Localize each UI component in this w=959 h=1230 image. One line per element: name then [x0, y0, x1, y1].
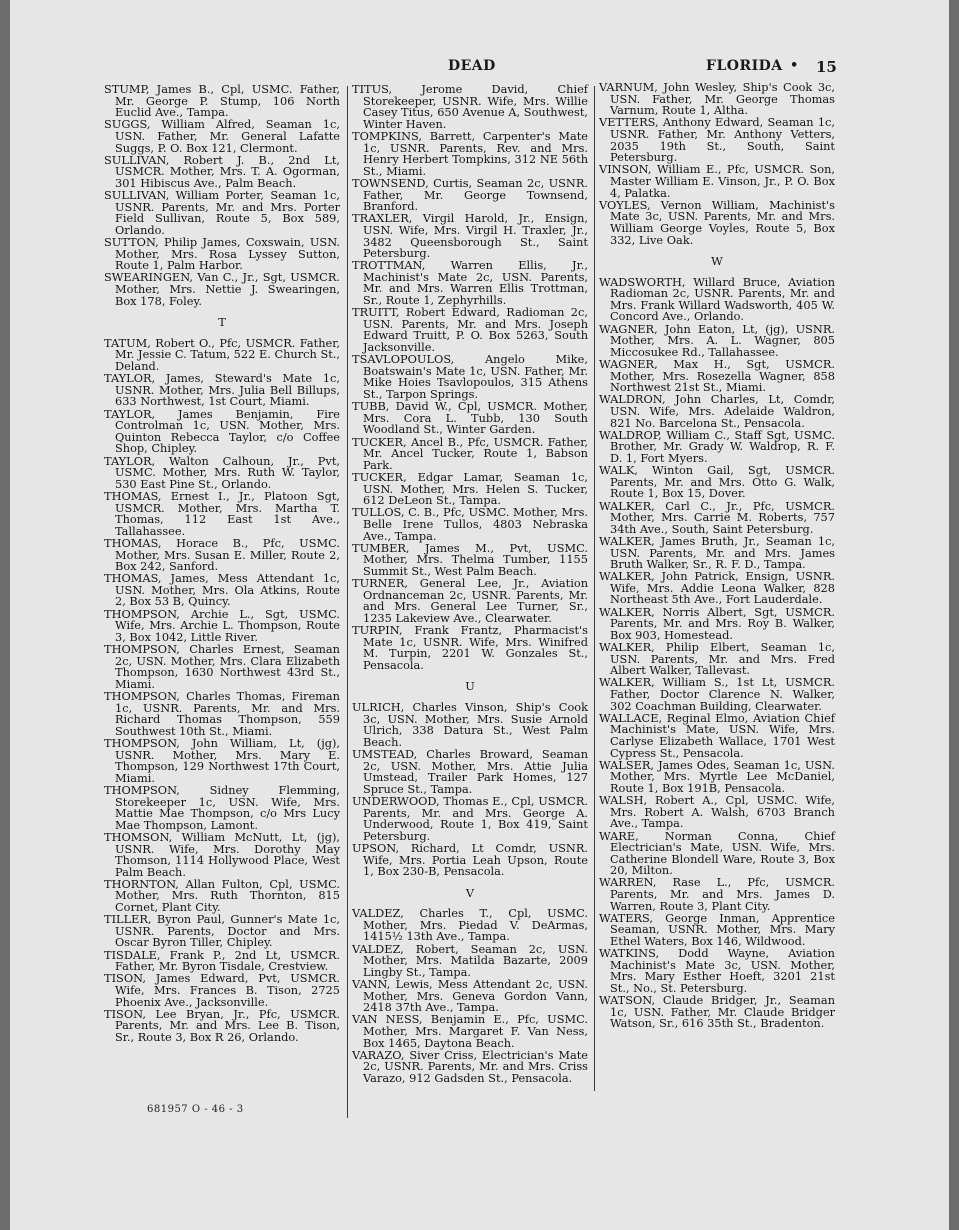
casualty-entry: SULLIVAN, William Porter, Seaman 1c, USNR. Parents, Mr. and Mrs. Porter Field Sullivan, Route 5, Box 589, Orlando.: [104, 188, 340, 237]
casualty-entry: VOYLES, Vernon William, Machinist's Mate 3c, USN. Parents, Mr. and Mrs. William George Voyles, Route 5, Box 332, Live Oak.: [599, 197, 835, 247]
casualty-entry: THORNTON, Allan Fulton, Cpl, USMC. Mother, Mrs. Ruth Thornton, 815 Cornet, Plant City.: [104, 876, 340, 915]
casualty-entry: WATERS, George Inman, Apprentice Seaman, USNR. Mother, Mrs. Mary Ethel Waters, Box 146, Wildwood.: [599, 910, 835, 949]
casualty-entry: TSAVLOPOULOS, Angelo Mike, Boatswain's Mate 1c, USN. Father, Mr. Mike Hoies Tsavlopoulos, 315 Athens St., Tarpon Springs.: [352, 352, 588, 401]
casualty-entry: TATUM, Robert O., Pfc, USMCR. Father, Mr. Jessie C. Tatum, 522 E. Church St., Deland.: [104, 335, 340, 374]
casualty-entry: UPSON, Richard, Lt Comdr, USNR. Wife, Mrs. Portia Leah Upson, Route 1, Box 230-B, Pensacola.: [352, 840, 588, 879]
casualty-entry: WAGNER, Max H., Sgt, USMCR. Mother, Mrs. Rosezella Wagner, 858 Northwest 21st St., Miami.: [599, 357, 835, 395]
casualty-entry: THOMSON, William McNutt, Lt, (jg), USNR. Wife, Mrs. Dorothy May Thomson, 1114 Hollywood Place, West Palm Beach.: [104, 829, 340, 879]
column-divider: [347, 86, 348, 1118]
page-header: [10, 58, 949, 78]
casualty-entry: THOMPSON, Charles Ernest, Seaman 2c, USN. Mother, Mrs. Clara Elizabeth Thompson, 1630 Northwest 43rd St., Miami.: [104, 642, 340, 691]
casualty-entry: THOMAS, Ernest I., Jr., Platoon Sgt, USMCR. Mother, Mrs. Martha T. Thomas, 112 East 1st Ave., Tallahassee.: [104, 488, 340, 538]
casualty-entry: TISON, Lee Bryan, Jr., Pfc, USMCR. Parents, Mr. and Mrs. Lee B. Tison, Sr., Route 3, Box R 26, Orlando.: [104, 1006, 340, 1044]
casualty-entry: TITUS, Jerome David, Chief Storekeeper, USNR. Wife, Mrs. Willie Casey Titus, 650 Avenue A, Southwest, Winter Haven.: [352, 82, 588, 131]
casualty-entry: TAYLOR, James Benjamin, Fire Controlman 1c, USN. Mother, Mrs. Quinton Rebecca Taylor, c/o Coffee Shop, Chipley.: [104, 406, 340, 456]
casualty-entry: TILLER, Byron Paul, Gunner's Mate 1c, USNR. Parents, Doctor and Mrs. Oscar Byron Tiller, Chipley.: [104, 912, 340, 950]
casualty-entry: VAN NESS, Benjamin E., Pfc, USMC. Mother, Mrs. Margaret F. Van Ness, Box 1465, Daytona Beach.: [352, 1012, 588, 1050]
casualty-entry: VINSON, William E., Pfc, USMCR. Son, Master William E. Vinson, Jr., P. O. Box 4, Palatka.: [599, 162, 835, 200]
casualty-entry: THOMAS, Horace B., Pfc, USMC. Mother, Mrs. Susan E. Miller, Route 2, Box 242, Sanford.: [104, 535, 340, 574]
casualty-entry: TRUITT, Robert Edward, Radioman 2c, USN. Parents, Mr. and Mrs. Joseph Edward Truitt, P. O. Box 5263, South Jacksonville.: [352, 305, 588, 355]
casualty-entry: WALKER, John Patrick, Ensign, USNR. Wife, Mrs. Addie Leona Walker, 828 Northeast 5th Ave., Fort Lauderdale.: [599, 569, 835, 607]
section-letter: V: [465, 885, 475, 900]
casualty-entry: WALDROP, William C., Staff Sgt, USMC. Brother, Mr. Grady W. Waldrop, R. F. D. 1, Fort Myers.: [599, 427, 835, 465]
casualty-entry: WATSON, Claude Bridger, Jr., Seaman 1c, USN. Father, Mr. Claude Bridger Watson, Sr., 616 35th St., Bradenton.: [599, 993, 835, 1031]
casualty-entry: STUMP, James B., Cpl, USMC. Father, Mr. George P. Stump, 106 North Euclid Ave., Tampa.: [104, 82, 340, 120]
casualty-entry: THOMPSON, John William, Lt, (jg), USNR. Mother, Mrs. Mary E. Thompson, 129 Northwest 17th Court, Miami.: [104, 735, 340, 785]
state-name: FLORIDA: [706, 58, 783, 74]
casualty-entry: SWEARINGEN, Van C., Jr., Sgt, USMCR. Mother, Mrs. Nettie J. Swearingen, Box 178, Foley.: [104, 270, 340, 308]
casualty-entry: WALLACE, Reginal Elmo, Aviation Chief Machinist's Mate, USN. Wife, Mrs. Carlyse Elizabeth Wallace, 1701 West Cypress St., Pensacola.: [599, 710, 835, 760]
column-3: [599, 82, 835, 1031]
casualty-entry: WADSWORTH, Willard Bruce, Aviation Radioman 2c, USNR. Parents, Mr. and Mrs. Frank Willard Wadsworth, 405 W. Concord Ave., Orlando.: [599, 274, 835, 324]
column-divider: [594, 86, 595, 1091]
casualty-entry: WALKER, Philip Elbert, Seaman 1c, USN. Parents, Mr. and Mrs. Fred Albert Walker, Tallevast.: [599, 640, 835, 678]
casualty-entry: TROTTMAN, Warren Ellis, Jr., Machinist's Mate 2c, USN. Parents, Mr. and Mrs. Warren Ellis Trottman, Sr., Route 1, Zephyrhills.: [352, 258, 588, 308]
section-letter: U: [465, 679, 475, 694]
casualty-entry: VARNUM, John Wesley, Ship's Cook 3c, USN. Father, Mr. George Thomas Varnum, Route 1, Altha.: [599, 80, 835, 118]
page-number: 15: [816, 58, 837, 76]
casualty-entry: TUCKER, Ancel B., Pfc, USMCR. Father, Mr. Ancel Tucker, Route 1, Babson Park.: [352, 434, 588, 472]
casualty-entry: VETTERS, Anthony Edward, Seaman 1c, USNR. Father, Mr. Anthony Vetters, 2035 19th St., South, Saint Petersburg.: [599, 115, 835, 165]
casualty-entry: UNDERWOOD, Thomas E., Cpl, USMCR. Parents, Mr. and Mrs. George A. Underwood, Route 1, Box 419, Saint Petersburg.: [352, 793, 588, 843]
casualty-entry: WALKER, James Bruth, Jr., Seaman 1c, USN. Parents, Mr. and Mrs. James Bruth Walker, Sr., R. F. D., Tampa.: [599, 533, 835, 572]
casualty-entry: VALDEZ, Charles T., Cpl, USMC. Mother, Mrs. Piedad V. DeArmas, 1415½ 13th Ave., Tampa.: [352, 906, 588, 944]
column-1: [104, 84, 340, 1044]
section-letter: T: [218, 315, 226, 330]
print-code: 681957 O - 46 - 3: [147, 1104, 244, 1115]
document-page: [10, 0, 949, 1230]
casualty-entry: TOWNSEND, Curtis, Seaman 2c, USNR. Father, Mr. George Townsend, Branford.: [352, 175, 588, 214]
casualty-entry: TUMBER, James M., Pvt, USMC. Mother, Mrs. Thelma Tumber, 1155 Summit St., West Palm Beach.: [352, 540, 588, 578]
casualty-entry: THOMPSON, Charles Thomas, Fireman 1c, USNR. Parents, Mr. and Mrs. Richard Thomas Thompson, 559 Southwest 10th St., Miami.: [104, 689, 340, 738]
casualty-entry: WAGNER, John Eaton, Lt, (jg), USNR. Mother, Mrs. A. L. Wagner, 805 Miccosukee Rd., Tallahassee.: [599, 321, 835, 359]
casualty-entry: TRAXLER, Virgil Harold, Jr., Ensign, USN. Wife, Mrs. Virgil H. Traxler, Jr., 3482 Queensborough St., Saint Petersburg.: [352, 211, 588, 261]
casualty-entry: VANN, Lewis, Mess Attendant 2c, USN. Mother, Mrs. Geneva Gordon Vann, 2418 37th Ave., Tampa.: [352, 977, 588, 1015]
casualty-entry: THOMPSON, Archie L., Sgt, USMC. Wife, Mrs. Archie L. Thompson, Route 3, Box 1042, Little River.: [104, 606, 340, 644]
casualty-entry: WARE, Norman Conna, Chief Electrician's Mate, USN. Wife, Mrs. Catherine Blondell Ware, Route 3, Box 20, Milton.: [599, 828, 835, 878]
casualty-entry: WALSH, Robert A., Cpl, USMC. Wife, Mrs. Robert A. Walsh, 6703 Branch Ave., Tampa.: [599, 793, 835, 831]
casualty-entry: SUGGS, William Alfred, Seaman 1c, USN. Father, Mr. General Lafatte Suggs, P. O. Box 121, Clermont.: [104, 117, 340, 155]
casualty-entry: TAYLOR, James, Steward's Mate 1c, USNR. Mother, Mrs. Julia Bell Billups, 633 Northwest, 1st Court, Miami.: [104, 371, 340, 409]
casualty-entry: WATKINS, Dodd Wayne, Aviation Machinist's Mate 3c, USN. Mother, Mrs. Mary Esther Hoeft, 3201 21st St., No., St. Petersburg.: [599, 946, 835, 995]
casualty-entry: TURNER, General Lee, Jr., Aviation Ordnanceman 2c, USNR. Parents, Mr. and Mrs. General Lee Turner, Sr., 1235 Lakeview Ave., Clearwater.: [352, 576, 588, 625]
casualty-entry: UMSTEAD, Charles Broward, Seaman 2c, USN. Mother, Mrs. Attie Julia Umstead, Trailer Park Homes, 127 Spruce St., Tampa.: [352, 746, 588, 796]
casualty-entry: TISDALE, Frank P., 2nd Lt, USMCR. Father, Mr. Byron Tisdale, Crestview.: [104, 947, 340, 974]
casualty-entry: TAYLOR, Walton Calhoun, Jr., Pvt, USMC. Mother, Mrs. Ruth W. Taylor, 530 East Pine St., Orlando.: [104, 453, 340, 491]
casualty-entry: WALK, Winton Gail, Sgt, USMCR. Parents, Mr. and Mrs. Otto G. Walk, Route 1, Box 15, Dover.: [599, 463, 835, 501]
casualty-entry: SULLIVAN, Robert J. B., 2nd Lt, USMCR. Mother, Mrs. T. A. Ogorman, 301 Hibiscus Ave., Palm Beach.: [104, 152, 340, 190]
casualty-entry: TURPIN, Frank Frantz, Pharmacist's Mate 1c, USNR. Wife, Mrs. Winifred M. Turpin, 2201 W. Gonzales St., Pensacola.: [352, 623, 588, 672]
casualty-entry: SUTTON, Philip James, Coxswain, USN. Mother, Mrs. Rosa Lyssey Sutton, Route 1, Palm Harbor.: [104, 235, 340, 273]
section-title: DEAD: [448, 58, 496, 74]
casualty-entry: TULLOS, C. B., Pfc, USMC. Mother, Mrs. Belle Irene Tullos, 4803 Nebraska Ave., Tampa.: [352, 505, 588, 543]
section-letter: W: [711, 254, 723, 269]
casualty-entry: ULRICH, Charles Vinson, Ship's Cook 3c, USN. Mother, Mrs. Susie Arnold Ulrich, 338 Datura St., West Palm Beach.: [352, 700, 588, 749]
casualty-entry: TISON, James Edward, Pvt, USMCR. Wife, Mrs. Frances B. Tison, 2725 Phoenix Ave., Jacksonville.: [104, 971, 340, 1009]
casualty-entry: TOMPKINS, Barrett, Carpenter's Mate 1c, USNR. Parents, Rev. and Mrs. Henry Herbert Tompkins, 312 NE 56th St., Miami.: [352, 128, 588, 178]
column-2: [352, 84, 588, 1085]
casualty-entry: TUBB, David W., Cpl, USMCR. Mother, Mrs. Cora L. Tubb, 130 South Woodland St., Winter Garden.: [352, 399, 588, 437]
casualty-entry: THOMAS, James, Mess Attendant 1c, USN. Mother, Mrs. Ola Atkins, Route 2, Box 53 B, Quincy.: [104, 571, 340, 609]
casualty-entry: THOMPSON, Sidney Flemming, Storekeeper 1c, USN. Wife, Mrs. Mattie Mae Thompson, c/o Mrs Lucy Mae Thompson, Lamont.: [104, 782, 340, 832]
casualty-entry: WALSER, James Odes, Seaman 1c, USN. Mother, Mrs. Myrtle Lee McDaniel, Route 1, Box 191B, Pensacola.: [599, 757, 835, 795]
casualty-entry: WALDRON, John Charles, Lt, Comdr, USN. Wife, Mrs. Adelaide Waldron, 821 No. Barcelona St., Pensacola.: [599, 392, 835, 430]
casualty-entry: WALKER, Carl C., Jr., Pfc, USMCR. Mother, Mrs. Carrie M. Roberts, 757 34th Ave., South, Saint Petersburg.: [599, 498, 835, 536]
casualty-entry: VALDEZ, Robert, Seaman 2c, USN. Mother, Mrs. Matilda Bazarte, 2009 Lingby St., Tampa.: [352, 941, 588, 979]
header-bullet: •: [790, 58, 799, 73]
casualty-entry: WARREN, Rase L., Pfc, USMCR. Parents, Mr. and Mrs. James D. Warren, Route 3, Plant City.: [599, 875, 835, 913]
casualty-entry: VARAZO, Siver Criss, Electrician's Mate 2c, USNR. Parents, Mr. and Mrs. Criss Varazo, 912 Gadsden St., Pensacola.: [352, 1047, 588, 1085]
casualty-entry: WALKER, Norris Albert, Sgt, USMCR. Parents, Mr. and Mrs. Roy B. Walker, Box 903, Homestead.: [599, 604, 835, 642]
casualty-entry: WALKER, William S., 1st Lt, USMCR. Father, Doctor Clarence N. Walker, 302 Coachman Building, Clearwater.: [599, 675, 835, 713]
casualty-entry: TUCKER, Edgar Lamar, Seaman 1c, USN. Mother, Mrs. Helen S. Tucker, 612 DeLeon St., Tampa.: [352, 469, 588, 508]
